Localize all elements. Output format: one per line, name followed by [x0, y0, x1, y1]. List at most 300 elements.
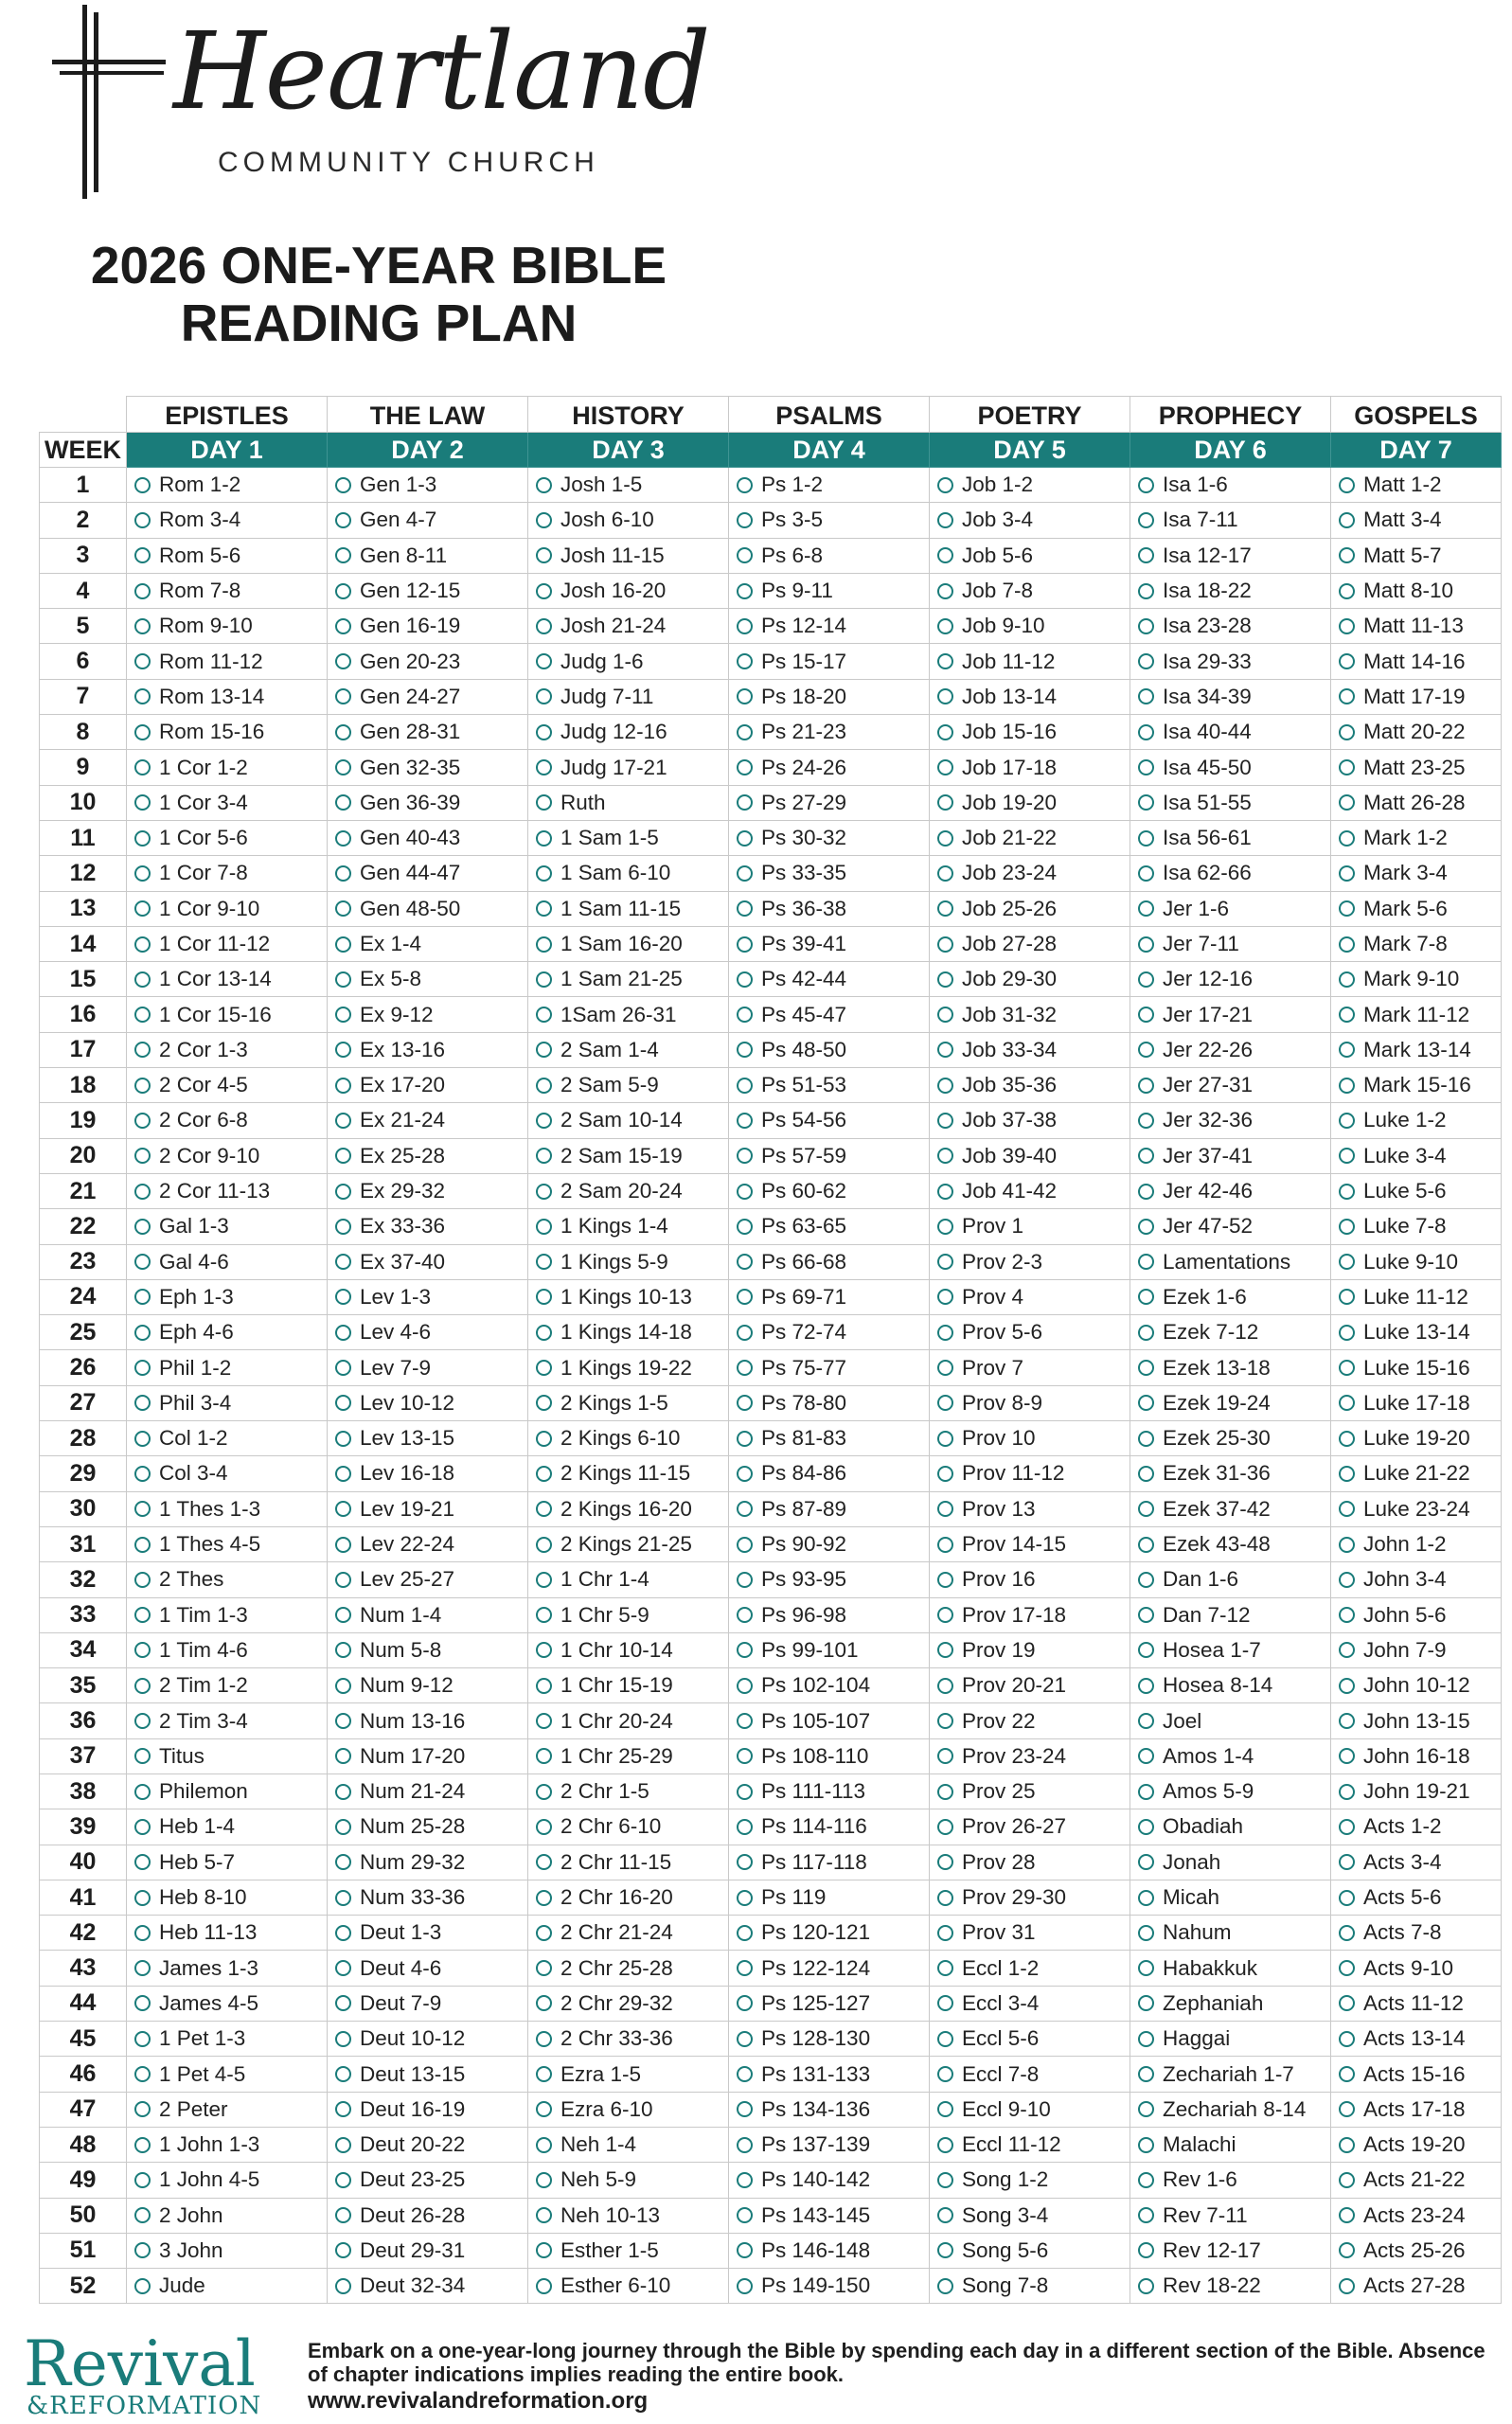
reading-cell[interactable]	[729, 1597, 930, 1632]
checkbox-circle-icon[interactable]	[737, 1854, 753, 1870]
checkbox-circle-icon[interactable]	[134, 688, 151, 704]
checkbox-circle-icon[interactable]	[134, 2101, 151, 2117]
reading-cell[interactable]	[1130, 538, 1331, 573]
checkbox-circle-icon[interactable]	[536, 936, 552, 953]
reading-cell[interactable]	[528, 820, 729, 855]
checkbox-circle-icon[interactable]	[1339, 2137, 1355, 2153]
reading-cell[interactable]	[1130, 573, 1331, 608]
reading-cell[interactable]	[729, 1526, 930, 1561]
reading-cell[interactable]	[328, 1809, 528, 1845]
checkbox-circle-icon[interactable]	[1138, 583, 1154, 599]
reading-cell[interactable]	[528, 1773, 729, 1809]
reading-cell[interactable]	[528, 1209, 729, 1244]
reading-cell[interactable]	[930, 1279, 1130, 1314]
reading-cell[interactable]	[528, 1845, 729, 1880]
reading-cell[interactable]	[328, 1491, 528, 1526]
checkbox-circle-icon[interactable]	[134, 2137, 151, 2153]
checkbox-circle-icon[interactable]	[335, 1748, 351, 1764]
checkbox-circle-icon[interactable]	[937, 1325, 953, 1341]
checkbox-circle-icon[interactable]	[134, 1748, 151, 1764]
reading-cell[interactable]	[930, 2233, 1130, 2268]
reading-cell[interactable]	[930, 2022, 1130, 2057]
reading-cell[interactable]	[1331, 1491, 1502, 1526]
reading-cell[interactable]	[1130, 1385, 1331, 1420]
checkbox-circle-icon[interactable]	[536, 1819, 552, 1835]
reading-cell[interactable]	[328, 962, 528, 997]
checkbox-circle-icon[interactable]	[134, 1501, 151, 1517]
reading-cell[interactable]	[930, 1138, 1130, 1173]
reading-cell[interactable]	[127, 820, 328, 855]
reading-cell[interactable]	[930, 1421, 1130, 1456]
reading-cell[interactable]	[1130, 1632, 1331, 1667]
reading-cell[interactable]	[1331, 2269, 1502, 2304]
reading-cell[interactable]	[127, 2269, 328, 2304]
checkbox-circle-icon[interactable]	[1138, 618, 1154, 634]
reading-cell[interactable]	[127, 2233, 328, 2268]
checkbox-circle-icon[interactable]	[937, 724, 953, 740]
reading-cell[interactable]	[528, 2057, 729, 2092]
reading-cell[interactable]	[930, 1951, 1130, 1986]
checkbox-circle-icon[interactable]	[1339, 618, 1355, 634]
reading-cell[interactable]	[930, 891, 1130, 926]
checkbox-circle-icon[interactable]	[937, 1890, 953, 1906]
checkbox-circle-icon[interactable]	[937, 1854, 953, 1870]
reading-cell[interactable]	[127, 926, 328, 961]
reading-cell[interactable]	[528, 926, 729, 961]
reading-cell[interactable]	[1331, 1703, 1502, 1738]
reading-cell[interactable]	[1130, 1068, 1331, 1103]
checkbox-circle-icon[interactable]	[1138, 759, 1154, 775]
checkbox-circle-icon[interactable]	[1138, 1713, 1154, 1729]
checkbox-circle-icon[interactable]	[737, 1501, 753, 1517]
reading-cell[interactable]	[1331, 962, 1502, 997]
reading-cell[interactable]	[930, 1315, 1130, 1350]
checkbox-circle-icon[interactable]	[1339, 1078, 1355, 1094]
reading-cell[interactable]	[127, 1315, 328, 1350]
reading-cell[interactable]	[528, 715, 729, 750]
checkbox-circle-icon[interactable]	[937, 1360, 953, 1376]
checkbox-circle-icon[interactable]	[937, 1537, 953, 1553]
checkbox-circle-icon[interactable]	[335, 2278, 351, 2294]
reading-cell[interactable]	[930, 679, 1130, 714]
checkbox-circle-icon[interactable]	[737, 618, 753, 634]
checkbox-circle-icon[interactable]	[1339, 1713, 1355, 1729]
reading-cell[interactable]	[1130, 1738, 1331, 1773]
checkbox-circle-icon[interactable]	[1339, 1784, 1355, 1800]
checkbox-circle-icon[interactable]	[134, 2172, 151, 2188]
reading-cell[interactable]	[528, 1491, 729, 1526]
reading-cell[interactable]	[930, 1668, 1130, 1703]
reading-cell[interactable]	[1331, 1738, 1502, 1773]
reading-cell[interactable]	[729, 1421, 930, 1456]
reading-cell[interactable]	[127, 644, 328, 679]
reading-cell[interactable]	[1130, 1350, 1331, 1385]
checkbox-circle-icon[interactable]	[536, 2172, 552, 2188]
reading-cell[interactable]	[528, 609, 729, 644]
reading-cell[interactable]	[1130, 2127, 1331, 2162]
reading-cell[interactable]	[328, 1526, 528, 1561]
checkbox-circle-icon[interactable]	[536, 477, 552, 493]
checkbox-circle-icon[interactable]	[134, 1007, 151, 1023]
checkbox-circle-icon[interactable]	[1138, 2172, 1154, 2188]
checkbox-circle-icon[interactable]	[134, 1960, 151, 1976]
checkbox-circle-icon[interactable]	[1138, 1113, 1154, 1129]
reading-cell[interactable]	[930, 609, 1130, 644]
checkbox-circle-icon[interactable]	[134, 1678, 151, 1694]
reading-cell[interactable]	[930, 1103, 1130, 1138]
checkbox-circle-icon[interactable]	[737, 1713, 753, 1729]
reading-cell[interactable]	[1130, 2022, 1331, 2057]
reading-cell[interactable]	[328, 2057, 528, 2092]
reading-cell[interactable]	[328, 1315, 528, 1350]
checkbox-circle-icon[interactable]	[1138, 2137, 1154, 2153]
reading-cell[interactable]	[1130, 1209, 1331, 1244]
reading-cell[interactable]	[127, 2198, 328, 2233]
reading-cell[interactable]	[1331, 468, 1502, 503]
reading-cell[interactable]	[528, 1138, 729, 1173]
checkbox-circle-icon[interactable]	[335, 1289, 351, 1305]
checkbox-circle-icon[interactable]	[937, 1642, 953, 1658]
reading-cell[interactable]	[729, 962, 930, 997]
reading-cell[interactable]	[1331, 1385, 1502, 1420]
checkbox-circle-icon[interactable]	[335, 794, 351, 811]
checkbox-circle-icon[interactable]	[937, 1607, 953, 1623]
checkbox-circle-icon[interactable]	[1138, 1395, 1154, 1411]
checkbox-circle-icon[interactable]	[1339, 477, 1355, 493]
reading-cell[interactable]	[1130, 1916, 1331, 1951]
checkbox-circle-icon[interactable]	[134, 2278, 151, 2294]
checkbox-circle-icon[interactable]	[536, 2207, 552, 2223]
reading-cell[interactable]	[328, 1562, 528, 1597]
checkbox-circle-icon[interactable]	[335, 1431, 351, 1447]
reading-cell[interactable]	[328, 997, 528, 1032]
checkbox-circle-icon[interactable]	[1138, 1184, 1154, 1200]
reading-cell[interactable]	[930, 573, 1130, 608]
reading-cell[interactable]	[328, 1138, 528, 1173]
checkbox-circle-icon[interactable]	[937, 2031, 953, 2047]
reading-cell[interactable]	[729, 1209, 930, 1244]
checkbox-circle-icon[interactable]	[335, 865, 351, 882]
reading-cell[interactable]	[729, 1350, 930, 1385]
reading-cell[interactable]	[528, 1597, 729, 1632]
checkbox-circle-icon[interactable]	[134, 618, 151, 634]
checkbox-circle-icon[interactable]	[335, 830, 351, 847]
reading-cell[interactable]	[127, 1138, 328, 1173]
reading-cell[interactable]	[1331, 1562, 1502, 1597]
reading-cell[interactable]	[729, 2163, 930, 2198]
checkbox-circle-icon[interactable]	[1339, 2031, 1355, 2047]
reading-cell[interactable]	[930, 2198, 1130, 2233]
checkbox-circle-icon[interactable]	[536, 724, 552, 740]
reading-cell[interactable]	[127, 2127, 328, 2162]
reading-cell[interactable]	[1130, 1244, 1331, 1279]
reading-cell[interactable]	[1331, 1951, 1502, 1986]
checkbox-circle-icon[interactable]	[536, 865, 552, 882]
checkbox-circle-icon[interactable]	[1138, 2101, 1154, 2117]
checkbox-circle-icon[interactable]	[335, 547, 351, 563]
reading-cell[interactable]	[930, 1385, 1130, 1420]
checkbox-circle-icon[interactable]	[335, 1784, 351, 1800]
reading-cell[interactable]	[328, 573, 528, 608]
checkbox-circle-icon[interactable]	[1339, 936, 1355, 953]
checkbox-circle-icon[interactable]	[134, 1219, 151, 1235]
checkbox-circle-icon[interactable]	[335, 759, 351, 775]
reading-cell[interactable]	[729, 2057, 930, 2092]
checkbox-circle-icon[interactable]	[134, 1325, 151, 1341]
reading-cell[interactable]	[127, 891, 328, 926]
checkbox-circle-icon[interactable]	[737, 1007, 753, 1023]
checkbox-circle-icon[interactable]	[1339, 724, 1355, 740]
reading-cell[interactable]	[127, 468, 328, 503]
checkbox-circle-icon[interactable]	[536, 900, 552, 917]
reading-cell[interactable]	[930, 538, 1130, 573]
reading-cell[interactable]	[729, 2198, 930, 2233]
reading-cell[interactable]	[528, 1562, 729, 1597]
checkbox-circle-icon[interactable]	[937, 900, 953, 917]
checkbox-circle-icon[interactable]	[536, 971, 552, 988]
checkbox-circle-icon[interactable]	[536, 547, 552, 563]
checkbox-circle-icon[interactable]	[536, 1501, 552, 1517]
reading-cell[interactable]	[729, 1491, 930, 1526]
checkbox-circle-icon[interactable]	[335, 1537, 351, 1553]
reading-cell[interactable]	[1331, 1986, 1502, 2021]
checkbox-circle-icon[interactable]	[737, 1078, 753, 1094]
reading-cell[interactable]	[127, 715, 328, 750]
checkbox-circle-icon[interactable]	[1339, 1819, 1355, 1835]
reading-cell[interactable]	[528, 1315, 729, 1350]
reading-cell[interactable]	[1130, 750, 1331, 785]
checkbox-circle-icon[interactable]	[134, 583, 151, 599]
checkbox-circle-icon[interactable]	[134, 2207, 151, 2223]
reading-cell[interactable]	[1130, 856, 1331, 891]
checkbox-circle-icon[interactable]	[335, 2242, 351, 2258]
reading-cell[interactable]	[1331, 785, 1502, 820]
reading-cell[interactable]	[328, 503, 528, 538]
checkbox-circle-icon[interactable]	[134, 1042, 151, 1058]
checkbox-circle-icon[interactable]	[1339, 1501, 1355, 1517]
checkbox-circle-icon[interactable]	[937, 1395, 953, 1411]
reading-cell[interactable]	[127, 1385, 328, 1420]
reading-cell[interactable]	[528, 962, 729, 997]
reading-cell[interactable]	[328, 750, 528, 785]
checkbox-circle-icon[interactable]	[937, 1042, 953, 1058]
checkbox-circle-icon[interactable]	[1339, 1254, 1355, 1270]
checkbox-circle-icon[interactable]	[536, 618, 552, 634]
reading-cell[interactable]	[328, 1668, 528, 1703]
checkbox-circle-icon[interactable]	[536, 2031, 552, 2047]
reading-cell[interactable]	[328, 1421, 528, 1456]
reading-cell[interactable]	[729, 1138, 930, 1173]
checkbox-circle-icon[interactable]	[737, 1148, 753, 1164]
reading-cell[interactable]	[729, 2092, 930, 2127]
checkbox-circle-icon[interactable]	[1138, 2207, 1154, 2223]
reading-cell[interactable]	[1130, 1597, 1331, 1632]
checkbox-circle-icon[interactable]	[536, 688, 552, 704]
reading-cell[interactable]	[328, 856, 528, 891]
reading-cell[interactable]	[1331, 1068, 1502, 1103]
reading-cell[interactable]	[1130, 1138, 1331, 1173]
reading-cell[interactable]	[930, 1632, 1130, 1667]
checkbox-circle-icon[interactable]	[937, 1219, 953, 1235]
checkbox-circle-icon[interactable]	[536, 653, 552, 669]
checkbox-circle-icon[interactable]	[937, 547, 953, 563]
checkbox-circle-icon[interactable]	[1138, 688, 1154, 704]
checkbox-circle-icon[interactable]	[737, 900, 753, 917]
reading-cell[interactable]	[127, 1103, 328, 1138]
checkbox-circle-icon[interactable]	[1138, 1819, 1154, 1835]
reading-cell[interactable]	[729, 1315, 930, 1350]
reading-cell[interactable]	[729, 503, 930, 538]
reading-cell[interactable]	[127, 573, 328, 608]
reading-cell[interactable]	[328, 1103, 528, 1138]
checkbox-circle-icon[interactable]	[1339, 653, 1355, 669]
reading-cell[interactable]	[729, 1845, 930, 1880]
reading-cell[interactable]	[930, 1032, 1130, 1067]
reading-cell[interactable]	[328, 891, 528, 926]
reading-cell[interactable]	[528, 891, 729, 926]
reading-cell[interactable]	[1130, 1315, 1331, 1350]
checkbox-circle-icon[interactable]	[1339, 1537, 1355, 1553]
reading-cell[interactable]	[528, 785, 729, 820]
reading-cell[interactable]	[127, 503, 328, 538]
checkbox-circle-icon[interactable]	[937, 1925, 953, 1941]
reading-cell[interactable]	[729, 1385, 930, 1420]
checkbox-circle-icon[interactable]	[536, 1360, 552, 1376]
checkbox-circle-icon[interactable]	[737, 1642, 753, 1658]
reading-cell[interactable]	[328, 538, 528, 573]
checkbox-circle-icon[interactable]	[335, 1325, 351, 1341]
checkbox-circle-icon[interactable]	[737, 1784, 753, 1800]
checkbox-circle-icon[interactable]	[536, 1184, 552, 1200]
reading-cell[interactable]	[127, 609, 328, 644]
reading-cell[interactable]	[1331, 1668, 1502, 1703]
checkbox-circle-icon[interactable]	[1339, 830, 1355, 847]
checkbox-circle-icon[interactable]	[134, 759, 151, 775]
reading-cell[interactable]	[127, 1597, 328, 1632]
checkbox-circle-icon[interactable]	[134, 1395, 151, 1411]
reading-cell[interactable]	[1130, 1279, 1331, 1314]
checkbox-circle-icon[interactable]	[1339, 688, 1355, 704]
reading-cell[interactable]	[1331, 1103, 1502, 1138]
checkbox-circle-icon[interactable]	[536, 759, 552, 775]
reading-cell[interactable]	[328, 2092, 528, 2127]
checkbox-circle-icon[interactable]	[737, 477, 753, 493]
checkbox-circle-icon[interactable]	[335, 477, 351, 493]
reading-cell[interactable]	[328, 2233, 528, 2268]
reading-cell[interactable]	[1331, 644, 1502, 679]
reading-cell[interactable]	[729, 750, 930, 785]
reading-cell[interactable]	[1130, 891, 1331, 926]
reading-cell[interactable]	[729, 1916, 930, 1951]
reading-cell[interactable]	[729, 926, 930, 961]
checkbox-circle-icon[interactable]	[536, 2101, 552, 2117]
checkbox-circle-icon[interactable]	[1138, 1219, 1154, 1235]
reading-cell[interactable]	[528, 1951, 729, 1986]
checkbox-circle-icon[interactable]	[937, 618, 953, 634]
checkbox-circle-icon[interactable]	[1339, 1289, 1355, 1305]
checkbox-circle-icon[interactable]	[937, 1819, 953, 1835]
checkbox-circle-icon[interactable]	[536, 2137, 552, 2153]
checkbox-circle-icon[interactable]	[134, 1148, 151, 1164]
reading-cell[interactable]	[729, 2233, 930, 2268]
reading-cell[interactable]	[1130, 2269, 1331, 2304]
checkbox-circle-icon[interactable]	[335, 936, 351, 953]
reading-cell[interactable]	[1331, 926, 1502, 961]
checkbox-circle-icon[interactable]	[1138, 971, 1154, 988]
checkbox-circle-icon[interactable]	[937, 1431, 953, 1447]
checkbox-circle-icon[interactable]	[1138, 1784, 1154, 1800]
reading-cell[interactable]	[328, 1032, 528, 1067]
reading-cell[interactable]	[127, 1703, 328, 1738]
reading-cell[interactable]	[328, 2022, 528, 2057]
reading-cell[interactable]	[1331, 750, 1502, 785]
checkbox-circle-icon[interactable]	[1138, 865, 1154, 882]
checkbox-circle-icon[interactable]	[737, 1184, 753, 1200]
reading-cell[interactable]	[528, 1173, 729, 1208]
checkbox-circle-icon[interactable]	[737, 1113, 753, 1129]
reading-cell[interactable]	[328, 2198, 528, 2233]
reading-cell[interactable]	[729, 1279, 930, 1314]
checkbox-circle-icon[interactable]	[134, 1854, 151, 1870]
reading-cell[interactable]	[528, 1916, 729, 1951]
reading-cell[interactable]	[127, 1773, 328, 1809]
checkbox-circle-icon[interactable]	[134, 512, 151, 528]
reading-cell[interactable]	[930, 1068, 1130, 1103]
checkbox-circle-icon[interactable]	[335, 2031, 351, 2047]
reading-cell[interactable]	[1331, 2092, 1502, 2127]
reading-cell[interactable]	[1130, 1032, 1331, 1067]
reading-cell[interactable]	[1130, 715, 1331, 750]
checkbox-circle-icon[interactable]	[737, 936, 753, 953]
checkbox-circle-icon[interactable]	[737, 1431, 753, 1447]
reading-cell[interactable]	[528, 1738, 729, 1773]
checkbox-circle-icon[interactable]	[937, 653, 953, 669]
reading-cell[interactable]	[1331, 1421, 1502, 1456]
checkbox-circle-icon[interactable]	[737, 1254, 753, 1270]
checkbox-circle-icon[interactable]	[1138, 1960, 1154, 1976]
reading-cell[interactable]	[1331, 573, 1502, 608]
reading-cell[interactable]	[328, 1597, 528, 1632]
reading-cell[interactable]	[930, 926, 1130, 961]
checkbox-circle-icon[interactable]	[335, 1148, 351, 1164]
checkbox-circle-icon[interactable]	[536, 512, 552, 528]
checkbox-circle-icon[interactable]	[1138, 1925, 1154, 1941]
reading-cell[interactable]	[930, 468, 1130, 503]
checkbox-circle-icon[interactable]	[1339, 1184, 1355, 1200]
checkbox-circle-icon[interactable]	[1339, 1890, 1355, 1906]
reading-cell[interactable]	[528, 573, 729, 608]
reading-cell[interactable]	[930, 1562, 1130, 1597]
checkbox-circle-icon[interactable]	[134, 1607, 151, 1623]
checkbox-circle-icon[interactable]	[1138, 1890, 1154, 1906]
checkbox-circle-icon[interactable]	[134, 477, 151, 493]
checkbox-circle-icon[interactable]	[134, 724, 151, 740]
reading-cell[interactable]	[729, 1032, 930, 1067]
checkbox-circle-icon[interactable]	[536, 830, 552, 847]
checkbox-circle-icon[interactable]	[1339, 1642, 1355, 1658]
checkbox-circle-icon[interactable]	[335, 1042, 351, 1058]
checkbox-circle-icon[interactable]	[737, 1995, 753, 2011]
reading-cell[interactable]	[729, 1703, 930, 1738]
reading-cell[interactable]	[930, 1526, 1130, 1561]
reading-cell[interactable]	[729, 2127, 930, 2162]
checkbox-circle-icon[interactable]	[536, 1042, 552, 1058]
reading-cell[interactable]	[528, 1880, 729, 1915]
checkbox-circle-icon[interactable]	[737, 1960, 753, 1976]
reading-cell[interactable]	[729, 1809, 930, 1845]
checkbox-circle-icon[interactable]	[335, 512, 351, 528]
checkbox-circle-icon[interactable]	[937, 1995, 953, 2011]
